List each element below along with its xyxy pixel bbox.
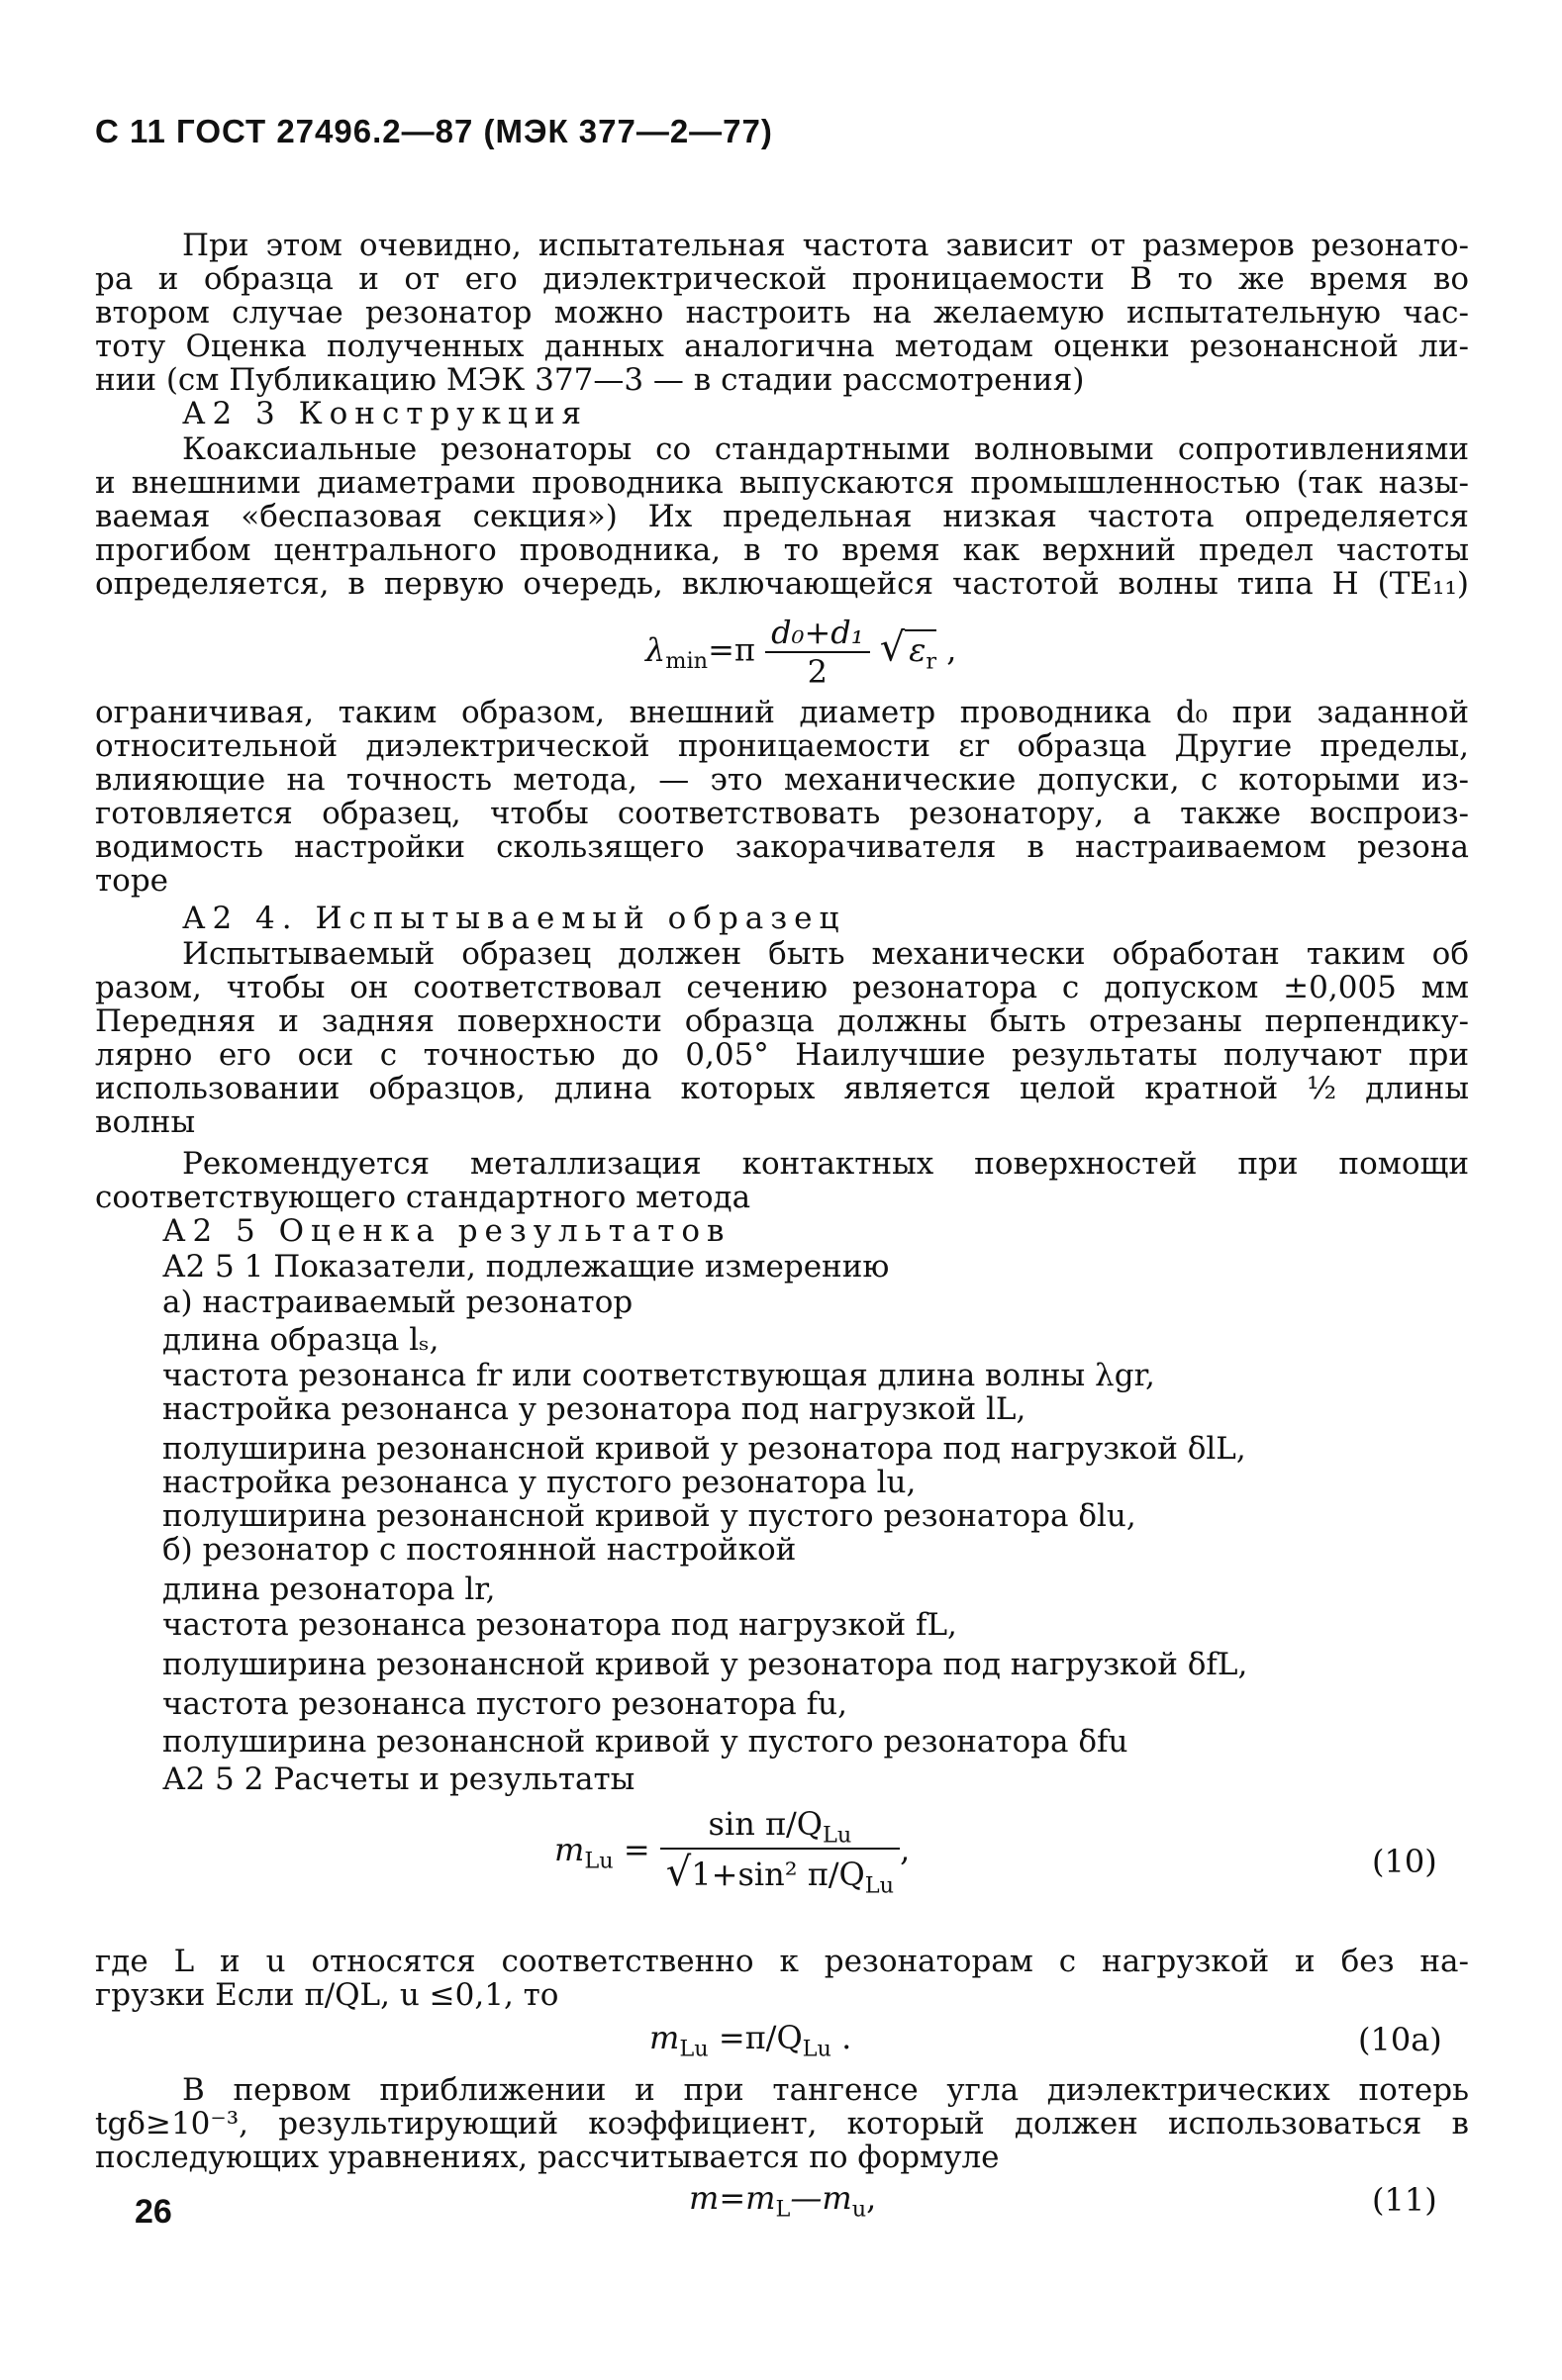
para1-line: нии (см Публикацию МЭК 377—3 — в стадии рассмотрения) xyxy=(95,362,1085,398)
section-heading-a25: А2 5 Оценка результатов xyxy=(162,1213,732,1249)
list-item: полуширина резонансной кривой у резонатора под нагрузкой δlL, xyxy=(162,1431,1246,1467)
section-heading-a23: А2 3 Конструкция xyxy=(182,396,589,431)
para1-line: ра и образца и от его диэлектрической проницаемости В то же время во xyxy=(95,261,1469,297)
formula-11: $m=m_L—m_u$, xyxy=(689,2179,877,2223)
para4-line: Испытываемый образец должен быть механически обработан таким об xyxy=(182,936,1469,972)
para3-line: торе xyxy=(95,863,169,899)
para4-line: лярно его оси с точностью до 0,05° Наилучшие результаты получают при xyxy=(95,1037,1469,1073)
para7-line: tgδ≥10⁻³, результирующий коэффициент, который должен использоваться в xyxy=(95,2106,1469,2142)
list-item: длина образца lₛ, xyxy=(162,1322,439,1358)
section-heading-a251: А2 5 1 Показатели, подлежащие измерению xyxy=(162,1249,890,1285)
section-heading-a252: А2 5 2 Расчеты и результаты xyxy=(162,1761,635,1797)
para2-line: ваемая «беспазовая секция») Их предельная низкая частота определяется xyxy=(95,499,1469,534)
para2-line: Коаксиальные резонаторы со стандартными волновыми сопротивлениями xyxy=(182,431,1469,467)
list-item: б) резонатор с постоянной настройкой xyxy=(162,1532,797,1568)
para3-line: готовляется образец, чтобы соответствовать резонатору, а также воспроиз- xyxy=(95,796,1469,831)
para3-line: водимость настройки скользящего закорачивателя в настраиваемом резона xyxy=(95,829,1469,865)
para4-line: волны xyxy=(95,1104,196,1140)
page-number: 26 xyxy=(135,2193,172,2231)
list-item: длина резонатора lr, xyxy=(162,1571,496,1607)
formula-lambda-min: $\lambda_{min}=\pi$ $\frac{\text{d₀+d₁}}{2}$ √ $\varepsilon_r$ , xyxy=(645,614,957,691)
para5-line: Рекомендуется металлизация контактных поверхностей при помощи xyxy=(182,1146,1469,1182)
para1-line: тоту Оценка полученных данных аналогична методам оценки резонансной ли- xyxy=(95,329,1469,364)
para5-line: соответствующего стандартного метода xyxy=(95,1180,751,1215)
para7-line: последующих уравнениях, рассчитывается по формуле xyxy=(95,2140,1000,2175)
para2-line: прогибом центрального проводника, в то время как верхний предел частоты xyxy=(95,532,1469,568)
para6-line: где L и u относятся соответственно к резонаторам с нагрузкой и без на- xyxy=(95,1944,1469,1979)
para3-line: влияющие на точность метода, — это механические допуски, с которыми из- xyxy=(95,762,1469,798)
list-item: полуширина резонансной кривой у пустого резонатора δlu, xyxy=(162,1498,1136,1534)
para7-line: В первом приближении и при тангенсе угла диэлектрических потерь xyxy=(182,2072,1469,2108)
para4-line: разом, чтобы он соответствовал сечению резонатора с допуском ±0,005 мм xyxy=(95,970,1469,1005)
page-header: С 11 ГОСТ 27496.2—87 (МЭК 377—2—77) xyxy=(95,113,773,149)
para3-line: относительной диэлектрической проницаемости εr образца Другие пределы, xyxy=(95,728,1469,764)
list-item: частота резонанса пустого резонатора fu, xyxy=(162,1686,847,1722)
para4-line: Передняя и задняя поверхности образца должны быть отрезаны перпендику- xyxy=(95,1003,1469,1039)
list-item: полуширина резонансной кривой у пустого резонатора δfu xyxy=(162,1724,1128,1760)
para1-line: При этом очевидно, испытательная частота зависит от размеров резонато- xyxy=(182,228,1469,263)
para1-line: втором случае резонатор можно настроить на желаемую испытательную час- xyxy=(95,295,1469,331)
list-item: настройка резонанса у пустого резонатора lu, xyxy=(162,1465,917,1500)
equation-number: (10a) xyxy=(1358,2021,1442,2058)
list-item: частота резонанса fr или соответствующая длина волны λgr, xyxy=(162,1358,1155,1393)
para2-line: определяется, в первую очередь, включающейся частотой волны типа Н (ТЕ₁₁) xyxy=(95,566,1469,602)
formula-10: $m_{Lu}$ = $\frac{\sin \pi/Q_{Lu}}{√1+\sin^2 \pi/Q_{Lu}}$ , xyxy=(554,1805,911,1899)
list-item: полуширина резонансной кривой у резонатора под нагрузкой δfL, xyxy=(162,1647,1248,1682)
equation-number: (10) xyxy=(1372,1843,1437,1880)
para2-line: и внешними диаметрами проводника выпускаются промышленностью (так назы- xyxy=(95,465,1469,501)
para3-line: ограничивая, таким образом, внешний диаметр проводника d₀ при заданной xyxy=(95,695,1469,730)
para4-line: использовании образцов, длина которых является целой кратной ½ длины xyxy=(95,1071,1469,1106)
list-item: настройка резонанса у резонатора под нагрузкой lL, xyxy=(162,1391,1026,1427)
list-item: а) настраиваемый резонатор xyxy=(162,1285,634,1320)
list-item: частота резонанса резонатора под нагрузкой fL, xyxy=(162,1607,957,1643)
section-heading-a24: А2 4. Испытываемый образец xyxy=(182,901,846,936)
equation-number: (11) xyxy=(1372,2181,1437,2219)
para6-line: грузки Если π/QL, u ≤0,1, то xyxy=(95,1977,559,2013)
formula-10a: $m_{Lu} =\pi/Q_{Lu}$ . xyxy=(649,2019,852,2062)
